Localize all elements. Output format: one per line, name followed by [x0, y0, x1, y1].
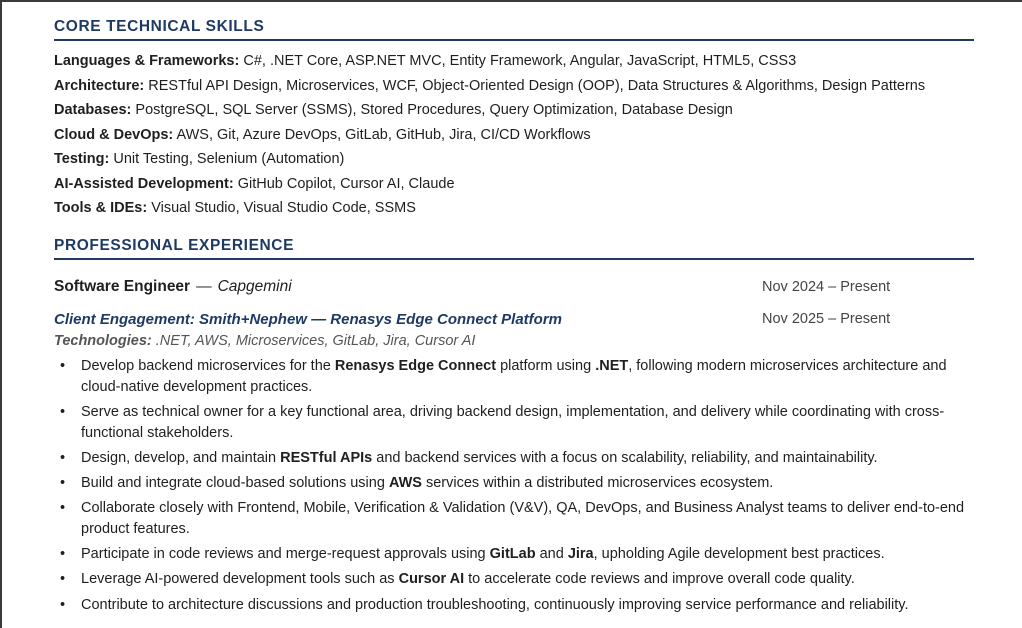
bullet-dot: •: [60, 546, 66, 562]
skill-label: Tools & IDEs:: [54, 200, 148, 216]
skill-line-tools-ides: [54, 199, 416, 217]
skill-label: Databases:: [54, 102, 132, 118]
experience-bullet: • Design, develop, and maintain RESTful APIs and backend services with a focus on scalability, reliability, and maintainability.: [54, 448, 974, 469]
experience-bullet: • Develop backend microservices for the Renasys Edge Connect platform using .NET, following modern microservices architecture and cloud-native development practices.: [60, 358, 947, 395]
skill-line-ai-assisted: [54, 175, 455, 193]
engagement-dates: Nov 2025 – Present: [762, 311, 891, 327]
skill-label: Cloud & DevOps:: [54, 127, 174, 143]
experience-bullet: • Build and integrate cloud-based solutions using AWS services within a distributed microservices ecosystem.: [54, 473, 974, 494]
bullet-dot: •: [60, 358, 66, 374]
job-title: [54, 278, 292, 296]
skill-label: Architecture:: [54, 78, 145, 94]
skill-line-databases: [54, 101, 733, 119]
bullet-dot: •: [60, 450, 66, 466]
job-company: Capgemini: [217, 278, 292, 295]
skills-section-title: CORE TECHNICAL SKILLS: [54, 18, 974, 41]
experience-bullet: • Collaborate closely with Frontend, Mobile, Verification & Validation (V&V), QA, DevOps, and Business Analyst teams to deliver end-to-end product features.: [60, 500, 965, 537]
skill-value: Visual Studio, Visual Studio Code, SSMS: [151, 200, 416, 216]
experience-bullet: • Serve as technical owner for a key functional area, driving backend design, implementation, and delivery while coordinating with cross-functional stakeholders.: [60, 404, 945, 441]
technologies-value: .NET, AWS, Microservices, GitLab, Jira, Cursor AI: [155, 333, 476, 349]
job-dash: —: [196, 278, 212, 295]
skill-value: C#, .NET Core, ASP.NET MVC, Entity Framework, Angular, JavaScript, HTML5, CSS3: [243, 53, 797, 69]
job-role: Software Engineer: [54, 278, 191, 295]
skill-line-testing: [54, 150, 344, 168]
page-border-top: [0, 0, 1022, 2]
skill-label: Testing:: [54, 151, 110, 167]
technologies-label: Technologies:: [54, 333, 152, 349]
skill-value: PostgreSQL, SQL Server (SSMS), Stored Procedures, Query Optimization, Database Design: [135, 102, 733, 118]
skill-line-architecture: [54, 77, 925, 95]
bullet-dot: •: [60, 475, 66, 491]
skill-line-languages: [54, 52, 796, 70]
skill-line-cloud-devops: [54, 126, 591, 144]
experience-bullet: • Contribute to architecture discussions and production troubleshooting, continuously improving service performance and reliability.: [54, 595, 974, 616]
skill-value: RESTful API Design, Microservices, WCF, Object-Oriented Design (OOP), Data Structures & Algorithms, Design Patterns: [148, 78, 926, 94]
bullet-dot: •: [60, 571, 66, 587]
skill-value: GitHub Copilot, Cursor AI, Claude: [237, 176, 455, 192]
bullet-dot: •: [60, 404, 66, 420]
job-dates: Nov 2024 – Present: [762, 279, 891, 295]
skill-value: Unit Testing, Selenium (Automation): [113, 151, 345, 167]
skill-label: Languages & Frameworks:: [54, 53, 240, 69]
bullet-dot: •: [60, 597, 66, 613]
experience-section-title: PROFESSIONAL EXPERIENCE: [54, 237, 974, 260]
technologies-line: [54, 333, 475, 349]
skill-label: AI-Assisted Development:: [54, 176, 234, 192]
bullet-dot: •: [60, 500, 66, 516]
skill-value: AWS, Git, Azure DevOps, GitLab, GitHub, Jira, CI/CD Workflows: [176, 127, 591, 143]
experience-bullet: • Leverage AI-powered development tools such as Cursor AI to accelerate code reviews and improve overall code quality.: [54, 569, 974, 590]
client-engagement: Client Engagement: Smith+Nephew — Renasys Edge Connect Platform: [54, 311, 563, 328]
page-border-left: [0, 0, 2, 628]
experience-bullet: • Participate in code reviews and merge-request approvals using GitLab and Jira, upholding Agile development best practices.: [54, 544, 974, 565]
